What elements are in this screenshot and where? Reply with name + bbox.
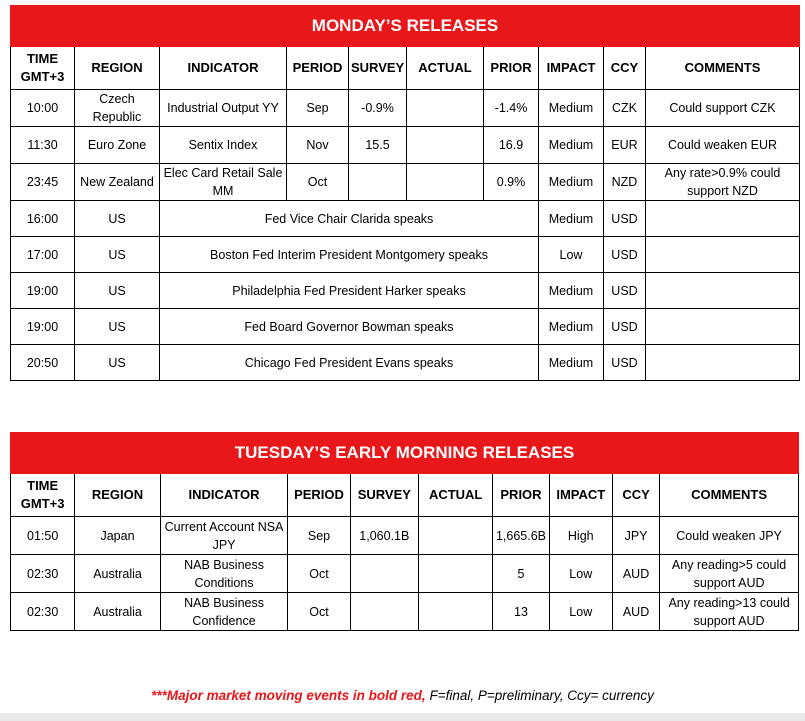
cell-event: Boston Fed Interim President Montgomery speaks [160,237,539,273]
cell-survey: 15.5 [349,127,407,164]
cell-period: Sep [288,517,350,555]
cell-region: New Zealand [75,164,160,201]
cell-indicator: Current Account NSA JPY [160,517,288,555]
col-prior-header: PRIOR [493,474,549,517]
table-row [11,593,799,631]
cell-comments [646,345,800,381]
cell-comments: Any rate>0.9% could support NZD [646,164,800,201]
tuesday-releases-table [10,432,799,631]
cell-comments: Could weaken JPY [660,517,799,555]
cell-time: 10:00 [11,90,75,127]
cell-impact: Medium [539,309,604,345]
cell-actual [418,517,492,555]
cell-time: 02:30 [11,593,75,631]
cell-time: 19:00 [11,273,75,309]
cell-prior: 1,665.6B [493,517,549,555]
col-indicator-header: INDICATOR [160,474,288,517]
col-region-header: REGION [75,474,160,517]
col-impact-header: IMPACT [539,47,604,90]
cell-actual [418,555,492,593]
cell-region: US [75,273,160,309]
monday-title: MONDAY’S RELEASES [11,6,800,47]
col-survey-header: SURVEY [350,474,418,517]
cell-prior: -1.4% [484,90,539,127]
cell-actual [418,593,492,631]
tuesday-title: TUESDAY’S EARLY MORNING RELEASES [11,433,799,474]
footer-note [0,688,805,703]
cell-indicator: NAB Business Conditions [160,555,288,593]
cell-comments: Could support CZK [646,90,800,127]
cell-ccy: EUR [604,127,646,164]
cell-actual [407,164,484,201]
cell-region: US [75,309,160,345]
cell-impact: High [549,517,612,555]
cell-prior: 0.9% [484,164,539,201]
col-survey-header: SURVEY [349,47,407,90]
bottom-divider [0,713,805,721]
cell-period: Oct [287,164,349,201]
cell-time: 19:00 [11,309,75,345]
cell-ccy: USD [604,201,646,237]
cell-comments [646,237,800,273]
cell-ccy: AUD [612,593,659,631]
speech-row [11,345,800,381]
cell-comments [646,273,800,309]
cell-impact: Medium [539,201,604,237]
cell-period: Oct [288,555,350,593]
cell-period: Oct [288,593,350,631]
cell-comments: Could weaken EUR [646,127,800,164]
cell-region: Australia [75,555,160,593]
cell-prior: 5 [493,555,549,593]
cell-event: Chicago Fed President Evans speaks [160,345,539,381]
footer-legend: F=final, P=preliminary, Ccy= currency [425,688,654,703]
table-row [11,555,799,593]
col-comments-header: COMMENTS [660,474,799,517]
cell-survey: -0.9% [349,90,407,127]
col-actual-header: ACTUAL [418,474,492,517]
col-region-header: REGION [75,47,160,90]
cell-ccy: USD [604,273,646,309]
speech-row [11,309,800,345]
cell-time: 20:50 [11,345,75,381]
cell-impact: Medium [539,164,604,201]
cell-impact: Medium [539,127,604,164]
col-period-header: PERIOD [287,47,349,90]
cell-time: 17:00 [11,237,75,273]
cell-time: 23:45 [11,164,75,201]
cell-comments: Any reading>5 could support AUD [660,555,799,593]
speech-row [11,237,800,273]
cell-region: Czech Republic [75,90,160,127]
cell-period: Nov [287,127,349,164]
cell-event: Fed Board Governor Bowman speaks [160,309,539,345]
cell-region: US [75,201,160,237]
cell-survey [350,555,418,593]
cell-time: 01:50 [11,517,75,555]
table-row [11,517,799,555]
cell-survey [349,164,407,201]
cell-prior: 16.9 [484,127,539,164]
cell-event: Fed Vice Chair Clarida speaks [160,201,539,237]
cell-indicator: Elec Card Retail Sale MM [160,164,287,201]
col-indicator-header: INDICATOR [160,47,287,90]
cell-region: Japan [75,517,160,555]
cell-region: US [75,345,160,381]
tuesday-header-row [11,474,799,517]
cell-impact: Medium [539,90,604,127]
monday-releases-table [10,5,800,381]
cell-indicator: NAB Business Confidence [160,593,288,631]
cell-indicator: Industrial Output YY [160,90,287,127]
col-period-header: PERIOD [288,474,350,517]
cell-ccy: USD [604,237,646,273]
cell-impact: Medium [539,273,604,309]
cell-region: Australia [75,593,160,631]
footer-highlight: ***Major market moving events in bold red, [151,688,426,703]
col-time-header: TIME GMT+3 [11,47,75,90]
cell-ccy: USD [604,345,646,381]
cell-survey: 1,060.1B [350,517,418,555]
cell-impact: Low [549,555,612,593]
cell-impact: Medium [539,345,604,381]
cell-ccy: USD [604,309,646,345]
cell-period: Sep [287,90,349,127]
cell-time: 16:00 [11,201,75,237]
cell-time: 11:30 [11,127,75,164]
monday-header-row [11,47,800,90]
cell-ccy: AUD [612,555,659,593]
col-actual-header: ACTUAL [407,47,484,90]
table-row [11,127,800,164]
cell-comments [646,309,800,345]
cell-region: US [75,237,160,273]
cell-event: Philadelphia Fed President Harker speaks [160,273,539,309]
cell-ccy: NZD [604,164,646,201]
col-comments-header: COMMENTS [646,47,800,90]
table-row [11,164,800,201]
speech-row [11,201,800,237]
cell-comments [646,201,800,237]
cell-prior: 13 [493,593,549,631]
cell-impact: Low [539,237,604,273]
cell-indicator: Sentix Index [160,127,287,164]
col-ccy-header: CCY [604,47,646,90]
cell-actual [407,90,484,127]
cell-impact: Low [549,593,612,631]
cell-survey [350,593,418,631]
cell-actual [407,127,484,164]
col-prior-header: PRIOR [484,47,539,90]
table-row [11,90,800,127]
speech-row [11,273,800,309]
col-time-header: TIME GMT+3 [11,474,75,517]
col-impact-header: IMPACT [549,474,612,517]
cell-ccy: CZK [604,90,646,127]
cell-region: Euro Zone [75,127,160,164]
col-ccy-header: CCY [612,474,659,517]
cell-time: 02:30 [11,555,75,593]
cell-ccy: JPY [612,517,659,555]
cell-comments: Any reading>13 could support AUD [660,593,799,631]
